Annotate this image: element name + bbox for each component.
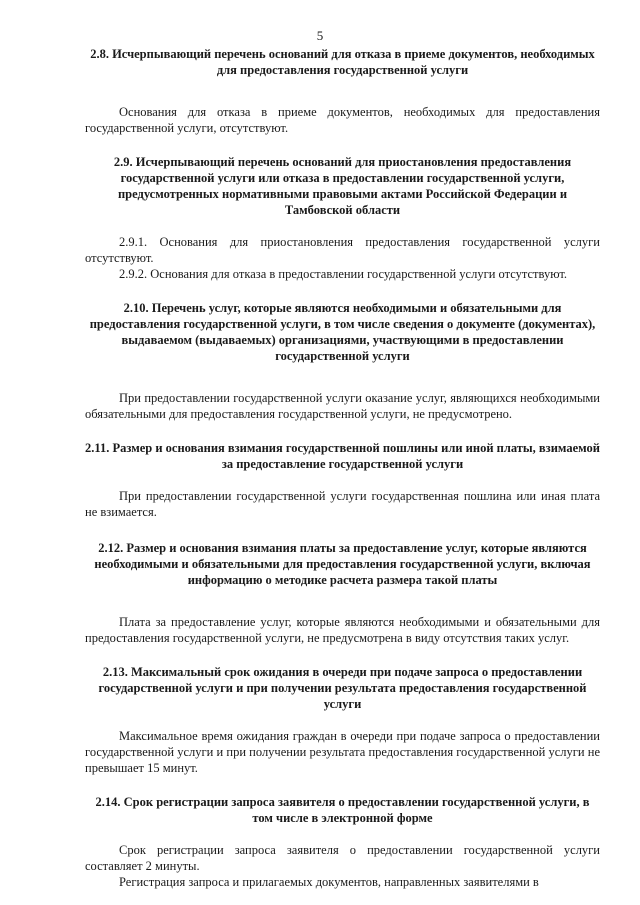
section-paragraph: Плата за предоставление услуг, которые являются необходимыми и обязательными для предоставления государственной услуги, не предусмотрена в виду отсутствия таких услуг. [85, 615, 600, 645]
section-heading: 2.9. Исчерпывающий перечень оснований для приостановления предоставления государственной услуги или отказа в предоставлении государственной услуги, предусмотренных нормативными правовыми актами Российской Федерации и Тамбовской области [113, 155, 572, 217]
section-2-12 [85, 540, 600, 646]
section-paragraph: Срок регистрации запроса заявителя о предоставлении государственной услуги составляет 2 минуты. [85, 843, 600, 873]
section-paragraph: Максимальное время ожидания граждан в очереди при подаче запроса о предоставлении государственной услуги и при получении результата предоставления государственной услуги не превышает 15 минут. [85, 729, 600, 775]
section-heading: 2.13. Максимальный срок ожидания в очереди при подаче запроса о предоставлении государственной услуги и при получении результата предоставления государственной услуги [98, 665, 587, 711]
section-2-10 [85, 300, 600, 422]
page-number: 5 [316, 28, 324, 43]
section-paragraph: Регистрация запроса и прилагаемых документов, направленных заявителями в [119, 875, 539, 889]
section-paragraph: При предоставлении государственной услуги государственная пошлина или иная плата не взимается. [85, 489, 600, 519]
section-paragraph: 2.9.2. Основания для отказа в предоставлении государственной услуги отсутствуют. [119, 267, 568, 281]
section-2-8 [85, 46, 600, 136]
section-paragraph: 2.9.1. Основания для приостановления предоставления государственной услуги отсутствуют. [85, 235, 600, 265]
section-heading: 2.10. Перечень услуг, которые являются необходимыми и обязательными для предоставления государственной услуги, в том числе сведения о документе (документах), выдаваемом (выдаваемых) организациями, участвующими в предоставлении государственной услуги [89, 301, 596, 363]
section-paragraph: При предоставлении государственной услуги оказание услуг, являющихся необходимыми обязательными для предоставления государственной услуги, не предусмотрено. [85, 391, 600, 421]
section-2-13 [85, 664, 600, 776]
document-body [85, 46, 600, 890]
section-paragraph: Основания для отказа в приеме документов, необходимых для предоставления государственной услуги, отсутствуют. [85, 105, 600, 135]
section-heading: 2.11. Размер и основания взимания государственной пошлины или иной платы, взимаемой за предоставление государственной услуги [85, 441, 600, 471]
section-heading: 2.8. Исчерпывающий перечень оснований для отказа в приеме документов, необходимых для предоставления государственной услуги [90, 47, 595, 77]
section-2-9 [85, 154, 600, 282]
section-2-11 [85, 440, 600, 520]
section-2-14 [85, 794, 600, 890]
section-heading: 2.14. Срок регистрации запроса заявителя о предоставлении государственной услуги, в том числе в электронной форме [95, 795, 590, 825]
section-heading: 2.12. Размер и основания взимания платы за предоставление услуг, которые являются необходимыми и обязательными для предоставления государственной услуги, включая информацию о методике расчета размера такой платы [94, 541, 591, 587]
